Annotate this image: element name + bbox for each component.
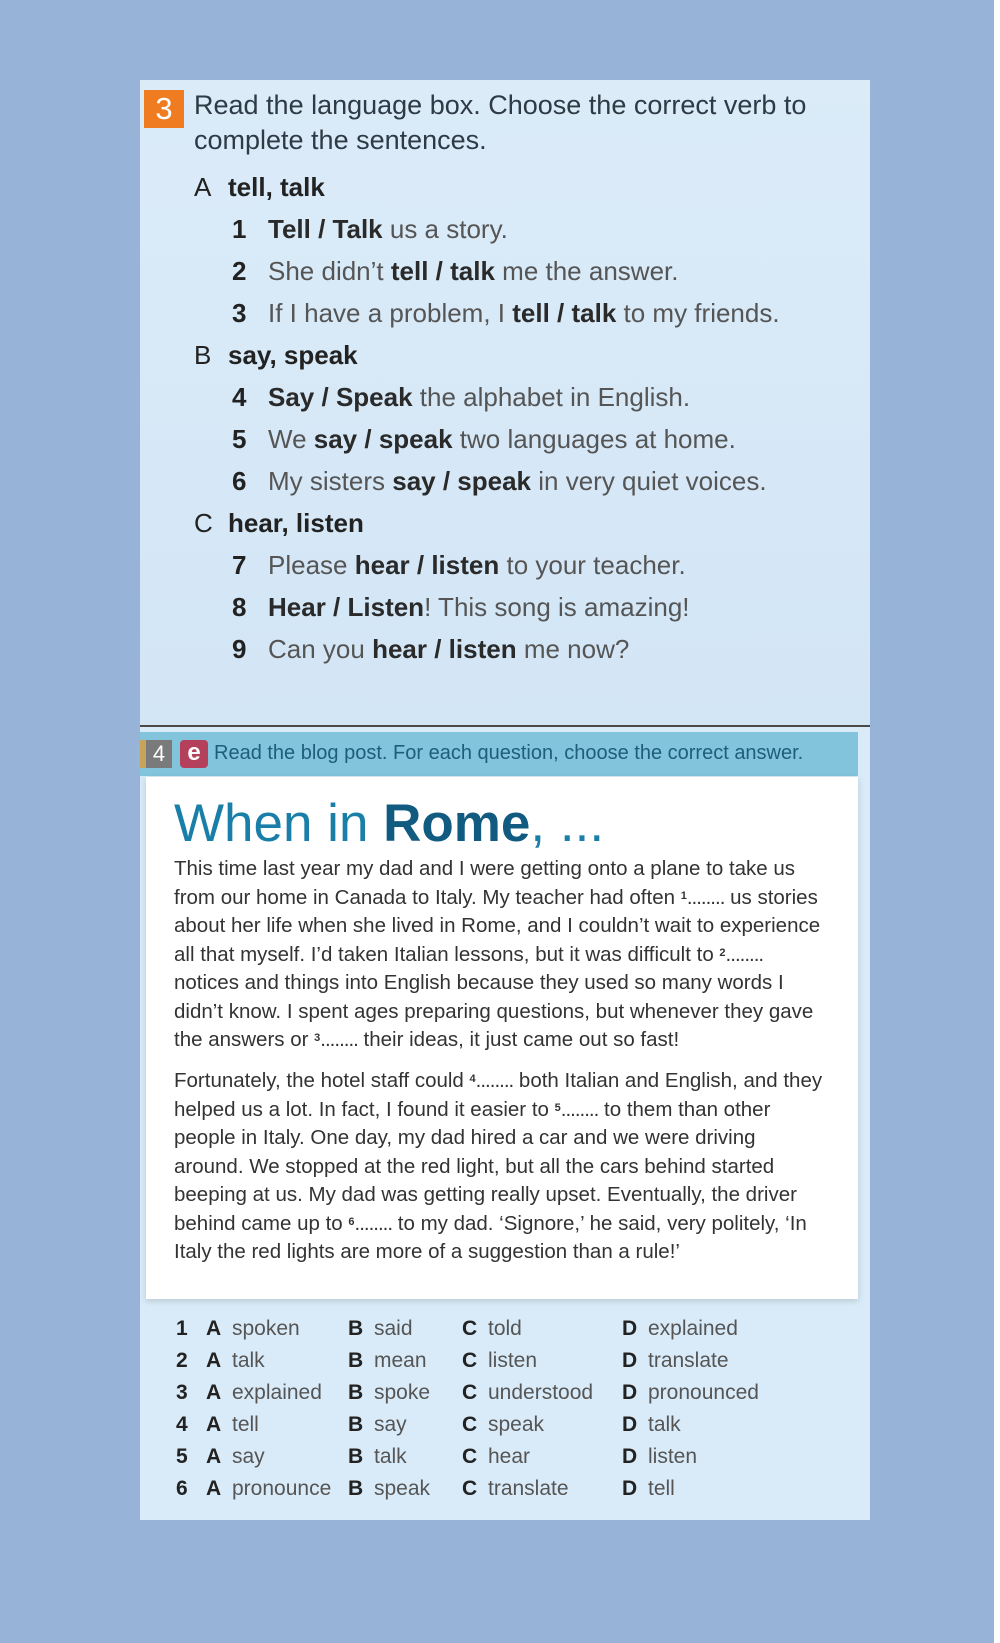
answer-option-c[interactable]	[462, 1381, 593, 1405]
option-letter: A	[206, 1349, 222, 1372]
gap-number: 5	[554, 1101, 561, 1114]
option-letter: B	[348, 1381, 364, 1404]
gap-dots: ........	[725, 942, 764, 966]
paragraph-text: their ideas, it just came out so fast!	[357, 1028, 680, 1051]
gap-dots: ........	[475, 1069, 514, 1092]
option-text: explained	[648, 1317, 738, 1340]
option-text: tell	[648, 1477, 675, 1500]
option-text: pronounced	[648, 1381, 759, 1404]
choice-option[interactable]: tell	[390, 256, 429, 286]
option-letter: B	[348, 1413, 364, 1436]
answer-option-b[interactable]	[348, 1445, 407, 1469]
answer-gap[interactable]	[470, 1069, 514, 1092]
question-number: 3	[176, 1381, 188, 1404]
exercise-4-banner	[140, 732, 858, 776]
answer-option-a[interactable]	[206, 1413, 259, 1437]
option-letter: A	[206, 1413, 222, 1436]
answer-gap[interactable]	[681, 886, 725, 909]
choice-option[interactable]: listen	[431, 550, 500, 580]
option-letter: C	[462, 1477, 478, 1500]
question-number: 1	[176, 1317, 188, 1340]
section-b-heading: B say, speak	[194, 340, 358, 370]
answer-option-c[interactable]	[462, 1317, 522, 1341]
sentence-item: 3 If I have a problem, I tell / talk to my friends.	[232, 298, 780, 328]
option-letter: C	[462, 1445, 478, 1468]
option-letter: D	[622, 1317, 638, 1340]
choice-option[interactable]: speak	[457, 466, 532, 496]
option-letter: C	[462, 1317, 478, 1340]
option-text: say	[232, 1445, 265, 1468]
answer-option-b[interactable]	[348, 1381, 430, 1405]
option-text: translate	[488, 1477, 569, 1500]
answer-option-d[interactable]	[622, 1381, 759, 1405]
choice-option[interactable]: Say	[268, 382, 315, 412]
gap-number: 1	[680, 889, 687, 902]
sentence-item: 9 Can you hear / listen me now?	[232, 634, 630, 664]
paragraph-text: to them than other people in Italy. One day, my dad hired a car and we were driving around. We stopped at the red light, but all the cars behind started beeping at us. My dad was getting really upset. Eventually, the driver behind came up to	[174, 1097, 797, 1235]
section-a-heading: A tell, talk	[194, 172, 325, 202]
option-letter: C	[462, 1381, 478, 1404]
option-text: spoke	[374, 1381, 431, 1404]
choice-option[interactable]: tell	[512, 298, 550, 328]
option-letter: D	[622, 1381, 638, 1404]
paragraph-text: This time last year my dad and I were getting onto a plane to take us from our home in Canada to Italy. My teacher had often	[174, 857, 796, 909]
blog-paragraph-1	[174, 855, 824, 1055]
exercise-4-number: 4	[146, 740, 172, 768]
gap-dots: ........	[320, 1028, 358, 1051]
option-text: said	[374, 1317, 413, 1340]
sentence-item: 1 Tell / Talk us a story.	[232, 214, 508, 244]
choice-option[interactable]: Tell	[268, 214, 311, 244]
option-text: translate	[648, 1349, 729, 1372]
choice-option[interactable]: say	[313, 424, 358, 454]
option-text: explained	[232, 1381, 322, 1404]
paragraph-text: both Italian and English, and they helped us a lot. In fact, I found it easier to	[174, 1069, 823, 1121]
option-letter: A	[206, 1477, 222, 1500]
answer-option-a[interactable]	[206, 1349, 265, 1373]
option-letter: D	[622, 1445, 638, 1468]
choice-option[interactable]: Talk	[332, 214, 383, 244]
sentence-item: 5 We say / speak two languages at home.	[232, 424, 736, 454]
exercise-3-instruction: Read the language box. Choose the correct verb to complete the sentences.	[194, 90, 807, 155]
exercise-3-panel	[140, 80, 870, 725]
choice-option[interactable]: listen	[448, 634, 517, 664]
answer-option-a[interactable]	[206, 1317, 300, 1341]
gap-number: 2	[719, 946, 726, 959]
question-number: 2	[176, 1349, 188, 1372]
e-resource-badge: e	[180, 740, 208, 768]
answer-option-b[interactable]	[348, 1349, 427, 1373]
choice-option[interactable]: Hear	[268, 592, 326, 622]
option-text: understood	[488, 1381, 594, 1404]
section-c-heading: C hear, listen	[194, 508, 364, 538]
answer-option-a[interactable]	[206, 1381, 322, 1405]
option-letter: C	[462, 1349, 478, 1372]
choice-option[interactable]: Listen	[347, 592, 425, 622]
option-text: talk	[374, 1445, 407, 1468]
gap-dots: ........	[560, 1097, 599, 1121]
paragraph-text: to my dad. ‘Signore,’ he said, very politely, ‘In Italy the red lights are more of a suggestion than a rule!’	[174, 1211, 807, 1263]
sentence-item: 6 My sisters say / speak in very quiet voices.	[232, 466, 767, 496]
gap-dots: ........	[686, 885, 725, 909]
blog-title: When in Rome, ...	[174, 794, 605, 853]
gap-number: 3	[314, 1032, 321, 1044]
option-text: spoken	[232, 1317, 300, 1340]
option-letter: A	[206, 1381, 222, 1404]
option-letter: C	[462, 1413, 478, 1436]
answer-gap[interactable]	[555, 1098, 599, 1121]
option-text: talk	[232, 1349, 265, 1372]
option-letter: D	[622, 1477, 638, 1500]
answer-option-d[interactable]	[622, 1317, 738, 1341]
sentence-item: 8 Hear / Listen! This song is amazing!	[232, 592, 690, 622]
answer-option-c[interactable]	[462, 1413, 544, 1437]
question-number: 6	[176, 1477, 188, 1500]
answer-option-c[interactable]	[462, 1477, 569, 1501]
option-text: say	[374, 1413, 407, 1436]
answer-option-d[interactable]	[622, 1413, 681, 1437]
option-text: told	[488, 1317, 522, 1340]
option-text: listen	[488, 1349, 538, 1372]
option-text: mean	[374, 1349, 427, 1372]
option-text: hear	[488, 1445, 531, 1468]
choice-option[interactable]: hear	[372, 634, 427, 664]
question-number: 4	[176, 1413, 188, 1436]
exercise-3-number: 3	[144, 90, 184, 128]
option-text: talk	[648, 1413, 681, 1436]
gap-number: 6	[348, 1215, 355, 1228]
exercise-4-instruction: Read the blog post. For each question, choose the correct answer.	[214, 742, 804, 764]
option-letter: B	[348, 1349, 364, 1372]
sentence-item: 4 Say / Speak the alphabet in English.	[232, 382, 691, 412]
option-letter: B	[348, 1445, 364, 1468]
option-letter: B	[348, 1317, 364, 1340]
gap-number: 4	[469, 1073, 476, 1085]
question-number: 5	[176, 1445, 188, 1468]
answer-option-d[interactable]	[622, 1445, 697, 1469]
answer-option-a[interactable]	[206, 1445, 265, 1469]
section-divider	[140, 725, 870, 727]
paragraph-text: notices and things into English because they used so many words I didn’t know. I spent ages preparing questions, but whenever they gave the answers or	[174, 971, 814, 1051]
answer-option-a[interactable]	[206, 1477, 331, 1501]
option-letter: B	[348, 1477, 364, 1500]
worksheet-card	[140, 80, 870, 1520]
answer-gap[interactable]	[348, 1212, 392, 1235]
option-text: tell	[232, 1413, 259, 1436]
answer-option-b[interactable]	[348, 1413, 407, 1437]
choice-option[interactable]: say	[392, 466, 436, 496]
option-text: speak	[488, 1413, 545, 1436]
option-letter: D	[622, 1349, 638, 1372]
choice-option[interactable]: Speak	[335, 382, 413, 412]
answer-option-b[interactable]	[348, 1317, 413, 1341]
option-text: speak	[374, 1477, 431, 1500]
answer-option-b[interactable]	[348, 1477, 430, 1501]
option-text: listen	[648, 1445, 698, 1468]
option-letter: D	[622, 1413, 638, 1436]
sentence-item: 7 Please hear / listen to your teacher.	[232, 550, 686, 580]
choice-option[interactable]: hear	[354, 550, 410, 580]
option-text: pronounce	[232, 1477, 332, 1500]
answer-option-d[interactable]	[622, 1349, 729, 1373]
page-edge	[994, 0, 1000, 1643]
option-letter: A	[206, 1317, 222, 1340]
answer-option-c[interactable]	[462, 1349, 537, 1373]
option-letter: A	[206, 1445, 222, 1468]
choice-option[interactable]: speak	[378, 424, 453, 454]
blog-paragraph-2	[174, 1067, 824, 1267]
gap-dots: ........	[354, 1211, 393, 1235]
blog-post	[146, 777, 858, 1299]
answer-gap[interactable]	[314, 1028, 358, 1051]
answer-option-c[interactable]	[462, 1445, 530, 1469]
answer-option-d[interactable]	[622, 1477, 675, 1501]
paragraph-text: us stories about her life when she lived in Rome, and I couldn’t wait to experience all that myself. I’d taken Italian lessons, but it was difficult to	[174, 885, 821, 966]
sentence-item: 2 She didn’t tell / talk me the answer.	[232, 256, 679, 286]
paragraph-text: Fortunately, the hotel staff could	[174, 1069, 470, 1092]
choice-option[interactable]: talk	[571, 298, 617, 328]
choice-option[interactable]: talk	[450, 256, 495, 286]
answer-gap[interactable]	[719, 943, 763, 966]
